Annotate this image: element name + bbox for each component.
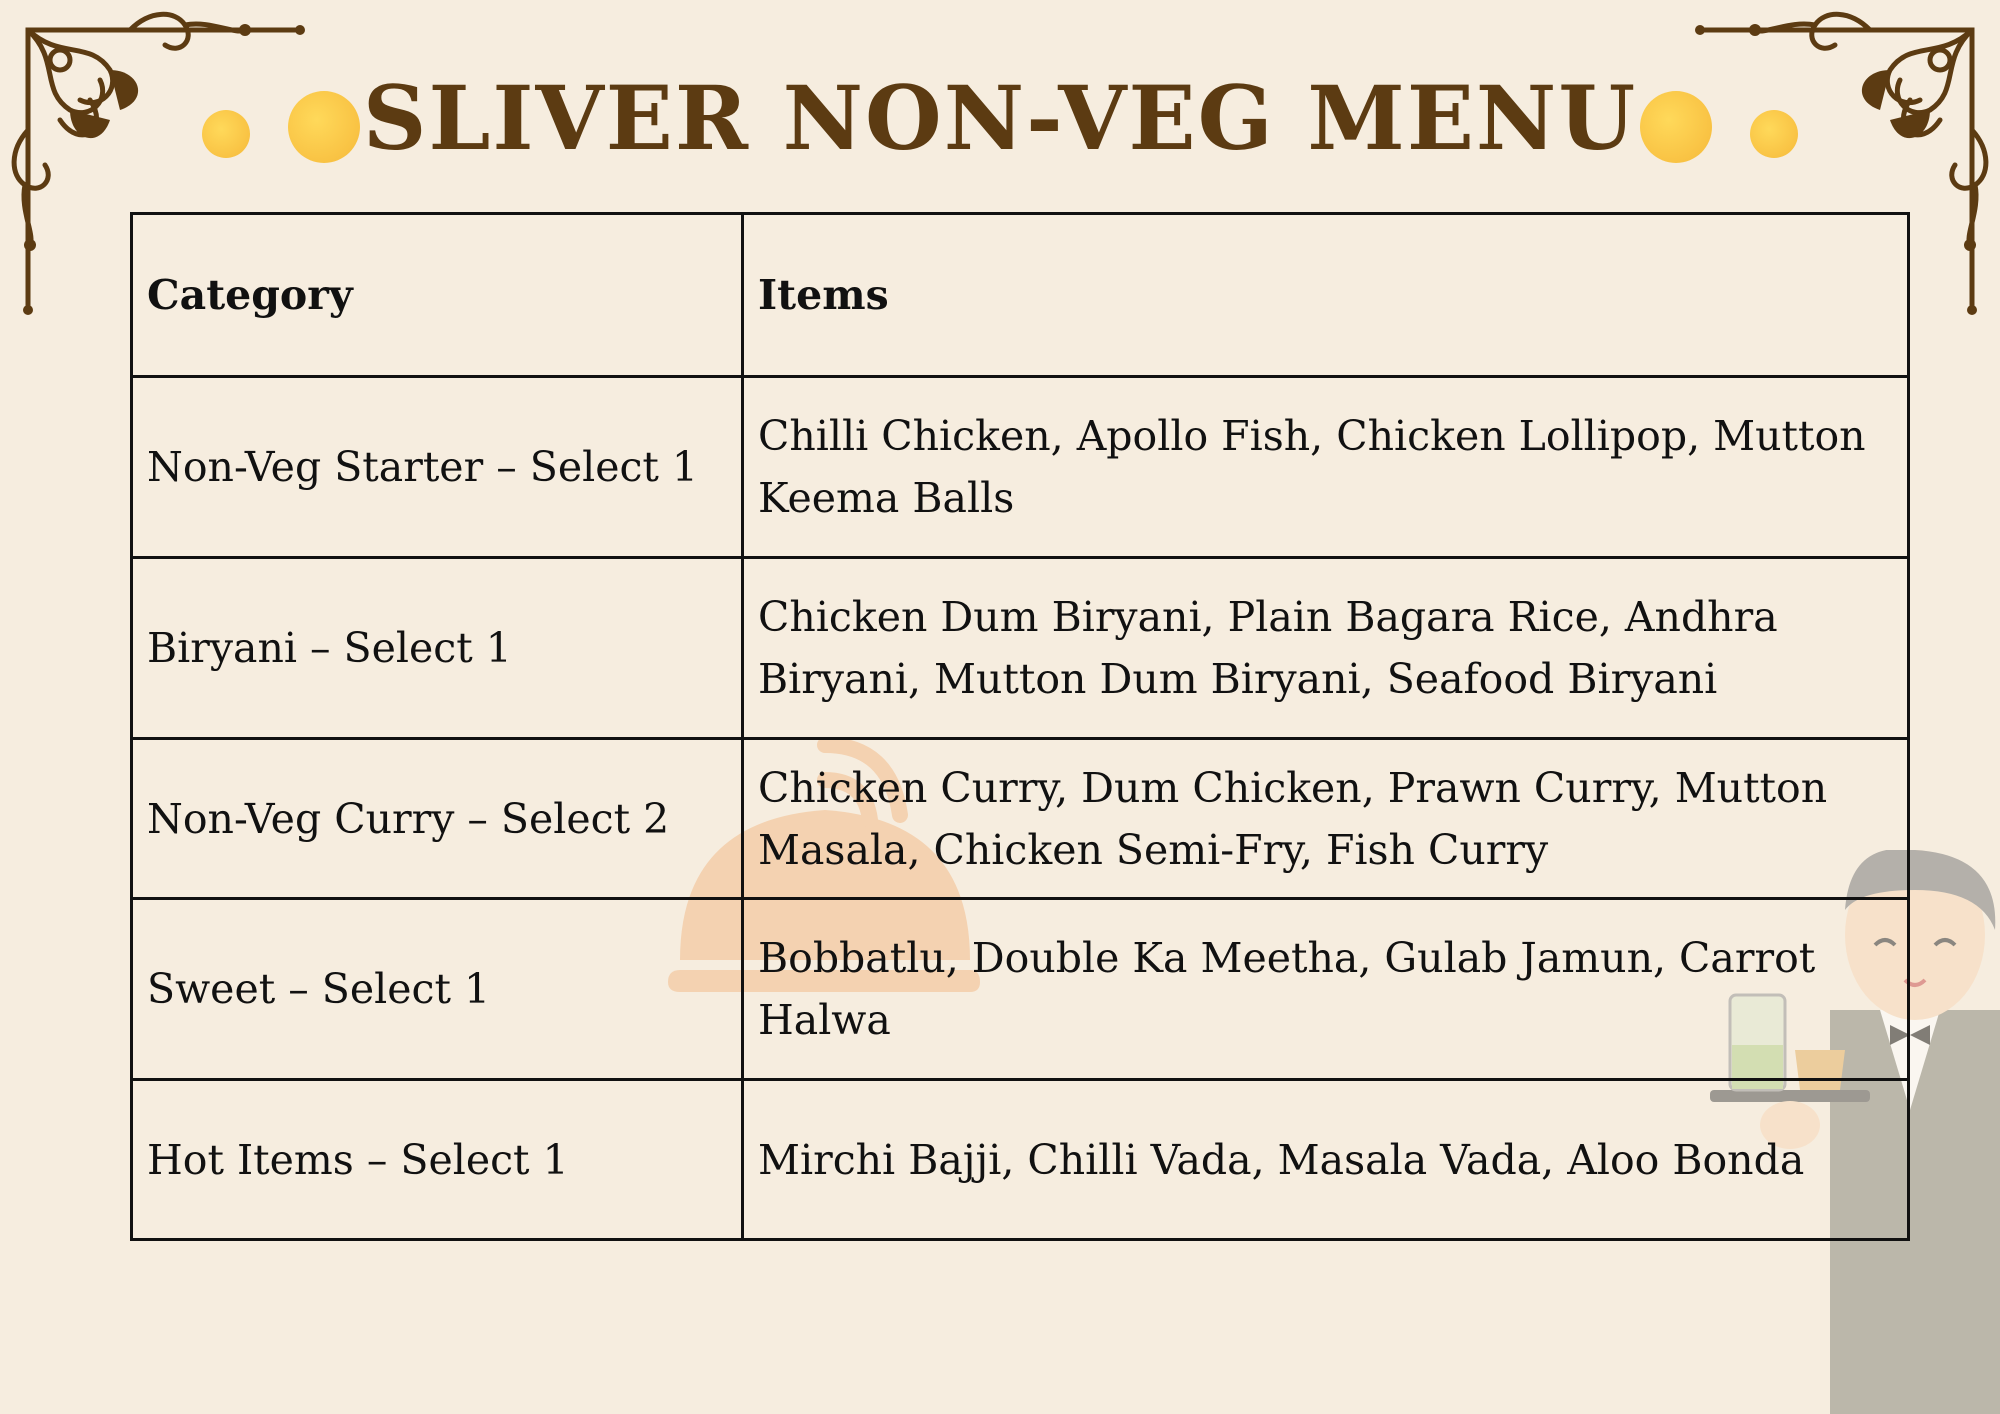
row-items: Chicken Curry, Dum Chicken, Prawn Curry, Mutton Masala, Chicken Semi-Fry, Fish Curry — [743, 739, 1909, 899]
table-row — [132, 899, 1909, 1080]
row-category: Hot Items – Select 1 — [132, 1080, 743, 1240]
row-category: Non-Veg Curry – Select 2 — [132, 739, 743, 899]
row-category: Sweet – Select 1 — [132, 899, 743, 1080]
table-row — [132, 558, 1909, 739]
page-title: SLIVER NON-VEG MENU — [362, 66, 1638, 170]
header-items: Items — [743, 214, 1909, 377]
table-row — [132, 377, 1909, 558]
table-header-row — [132, 214, 1909, 377]
table-row — [132, 1080, 1909, 1240]
header-category: Category — [132, 214, 743, 377]
table-row — [132, 739, 1909, 899]
menu-table — [130, 212, 1910, 1241]
row-items: Bobbatlu, Double Ka Meetha, Gulab Jamun, Carrot Halwa — [743, 899, 1909, 1080]
row-items: Chicken Dum Biryani, Plain Bagara Rice, Andhra Biryani, Mutton Dum Biryani, Seafood Biryani — [743, 558, 1909, 739]
row-items: Chilli Chicken, Apollo Fish, Chicken Lollipop, Mutton Keema Balls — [743, 377, 1909, 558]
row-items: Mirchi Bajji, Chilli Vada, Masala Vada, Aloo Bonda — [743, 1080, 1909, 1240]
row-category: Biryani – Select 1 — [132, 558, 743, 739]
row-category: Non-Veg Starter – Select 1 — [132, 377, 743, 558]
